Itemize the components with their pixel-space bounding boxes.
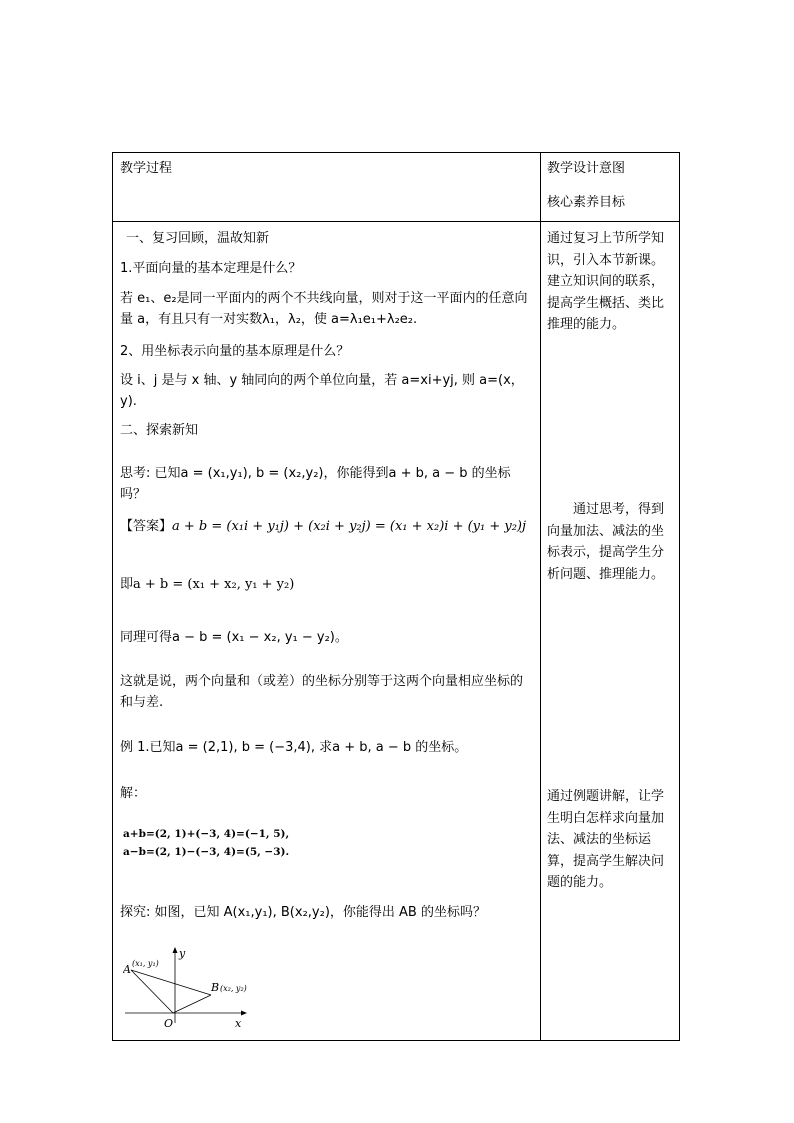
solution-line-1: a+b=(2, 1)+(−3, 4)=(−1, 5), bbox=[123, 828, 290, 840]
section-review-title: 一、复习回顾，温故知新 bbox=[126, 231, 270, 246]
header-right-cell bbox=[541, 153, 680, 221]
x-axis-arrow-icon bbox=[241, 1011, 247, 1016]
lesson-table bbox=[112, 152, 680, 1041]
question-1: 1.平面向量的基本定理是什么？ bbox=[120, 261, 302, 276]
answer-row bbox=[120, 516, 533, 537]
point-a-coord: (x₁, y₁) bbox=[132, 959, 159, 968]
intent-note-think: 通过思考，得到向量加法、减法的坐标表示，提高学生分析问题、推理能力。 bbox=[547, 502, 665, 582]
answer-1: 若 e₁、e₂是同一平面内的两个不共线向量，则对于这一平面内的任意向量 a，有且只有一对实数λ₁，λ₂，使 a=λ₁e₁+λ₂e₂. bbox=[120, 291, 528, 327]
think-question: 思考: 已知a = (x₁,y₁), b = (x₂,y₂)，你能得到a + b, a − b 的坐标吗？ bbox=[120, 466, 511, 502]
origin-label: O bbox=[164, 1017, 174, 1030]
answer-label: 【答案】 bbox=[120, 519, 173, 534]
y-axis-label: y bbox=[179, 947, 186, 960]
sum-result: 即a + b = (x₁ + x₂, y₁ + y₂) bbox=[120, 577, 295, 592]
x-axis-label: x bbox=[235, 1017, 242, 1030]
header-design-intent: 教学设计意图 bbox=[547, 161, 626, 176]
difference-result: 同理可得a − b = (x₁ − x₂, y₁ − y₂)。 bbox=[120, 630, 348, 645]
intent-note-example: 通过例题讲解，让学生明白怎样求向量加法、减法的坐标运算，提高学生解决问题的能力。 bbox=[547, 789, 665, 890]
section-explore-title: 二、探索新知 bbox=[120, 423, 199, 438]
answer-2: 设 i、j 是与 x 轴、y 轴同向的两个单位向量，若 a=xi+yj, 则 a=(x，y). bbox=[120, 373, 524, 409]
point-a-label: A bbox=[123, 963, 131, 976]
header-left-cell bbox=[113, 153, 540, 221]
y-axis-arrow-icon bbox=[173, 947, 178, 953]
answer-expression: a + b = (x₁i + y₁j) + (x₂i + y₂j) = (x₁ + x₂)i + (y₁ + y₂)j bbox=[172, 519, 527, 534]
explore-question: 探究: 如图，已知 A(x₁,y₁), B(x₂,y₂)，你能得出 AB 的坐标吗？ bbox=[120, 905, 486, 920]
question-2: 2、用坐标表示向量的基本原理是什么？ bbox=[120, 344, 350, 359]
example-1: 例 1.已知a = (2,1), b = (−3,4), 求a + b, a − b 的坐标。 bbox=[120, 740, 468, 755]
design-intent-cell bbox=[541, 222, 680, 1042]
point-b-label: B bbox=[211, 981, 220, 994]
intent-note-review: 通过复习上节所学知识，引入本节新课。建立知识间的联系，提高学生概括、类比推理的能力。 bbox=[547, 231, 665, 332]
point-b-coord: (x₂, y₂) bbox=[220, 984, 247, 993]
solution-line-2: a−b=(2, 1)−(−3, 4)=(5, −3). bbox=[123, 846, 290, 858]
solution-label: 解： bbox=[120, 786, 147, 801]
header-core-literacy: 核心素养目标 bbox=[547, 195, 626, 210]
conclusion-text: 这就是说，两个向量和（或差）的坐标分别等于这两个向量相应坐标的和与差. bbox=[120, 674, 524, 710]
coordinate-figure bbox=[123, 945, 253, 1035]
header-teaching-process: 教学过程 bbox=[120, 161, 173, 176]
teaching-content-cell bbox=[113, 222, 540, 1042]
segment-ob bbox=[173, 995, 211, 1013]
